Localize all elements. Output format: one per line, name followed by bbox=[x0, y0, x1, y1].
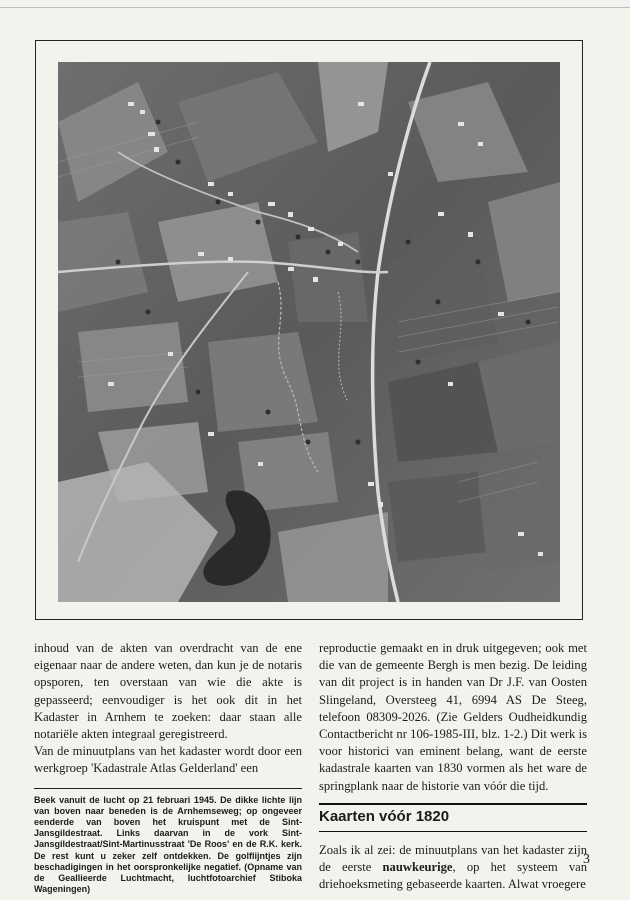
top-rule bbox=[0, 7, 630, 8]
right-paragraph-1: reproductie gemaakt en in druk uitgegeven; ook met die van de gemeente Bergh is men bezig. De leiding van dit project is in handen van Dr J.F. van Oosten Slingeland, Oversteeg 41, 6994 AS De Steeg, telefoon 08309-2026. (Zie Gelders Oudheidkundig Contactbericht nr 106-1985-III, blz. 1-2.) Dit werk is voor historici van eminent belang, want de eerste kadastrale kaarten van 1830 vormen als het ware de springplank naar de historie van vóór die tijd. bbox=[319, 641, 587, 793]
section-heading: Kaarten vóór 1820 bbox=[319, 807, 450, 825]
left-paragraph-1: inhoud van de akten van overdracht van de ene eigenaar naar de andere weten, dan kun je de notaris opsporen, ten overstaan van wie die akte is gepasseerd; eenvoudiger is het ook dit in het Kadaster in Arnhem te zoeken: daar staan alle notariële akten integraal geregistreerd. bbox=[34, 641, 302, 742]
right-column bbox=[319, 640, 587, 893]
caption-rule bbox=[34, 788, 302, 789]
aerial-photograph bbox=[58, 62, 560, 602]
page-number: 3 bbox=[583, 852, 590, 867]
right-paragraph-2 bbox=[319, 842, 587, 894]
right-paragraph-2-bold: nauwkeurige bbox=[382, 860, 453, 875]
left-paragraph-2: Van de minuutplans van het kadaster wordt door een werkgroep 'Kadastrale Atlas Gelderland' een bbox=[34, 744, 302, 776]
right-paragraph-2-end: , op het systeem van driehoeksmeting gebaseerde kaarten. Alwat vroegere bbox=[319, 860, 587, 892]
left-column bbox=[34, 640, 302, 895]
section-heading-box bbox=[319, 803, 587, 832]
photo-caption: Beek vanuit de lucht op 21 februari 1945. De dikke lichte lijn van boven naar beneden is de Arnhemseweg; op ongeveer eenderde van boven het kruispunt met de Sint-Jansgildestraat. Links daarvan in de vork Sint-Jansgildestraat/Sint-Martinusstraat 'De Roos' en de R.K. kerk. De rest kunt u zeker zelf ontdekken. De golflijntjes zijn beschadigingen in het oorspronkelijke negatief. (Opname van de Geallieerde Luchtmacht, luchtfotoarchief Stiboka Wageningen) bbox=[34, 794, 302, 895]
right-paragraph-2-start: Zoals ik al zei: de minuutplans van het kadaster zijn de eerste bbox=[319, 842, 587, 875]
